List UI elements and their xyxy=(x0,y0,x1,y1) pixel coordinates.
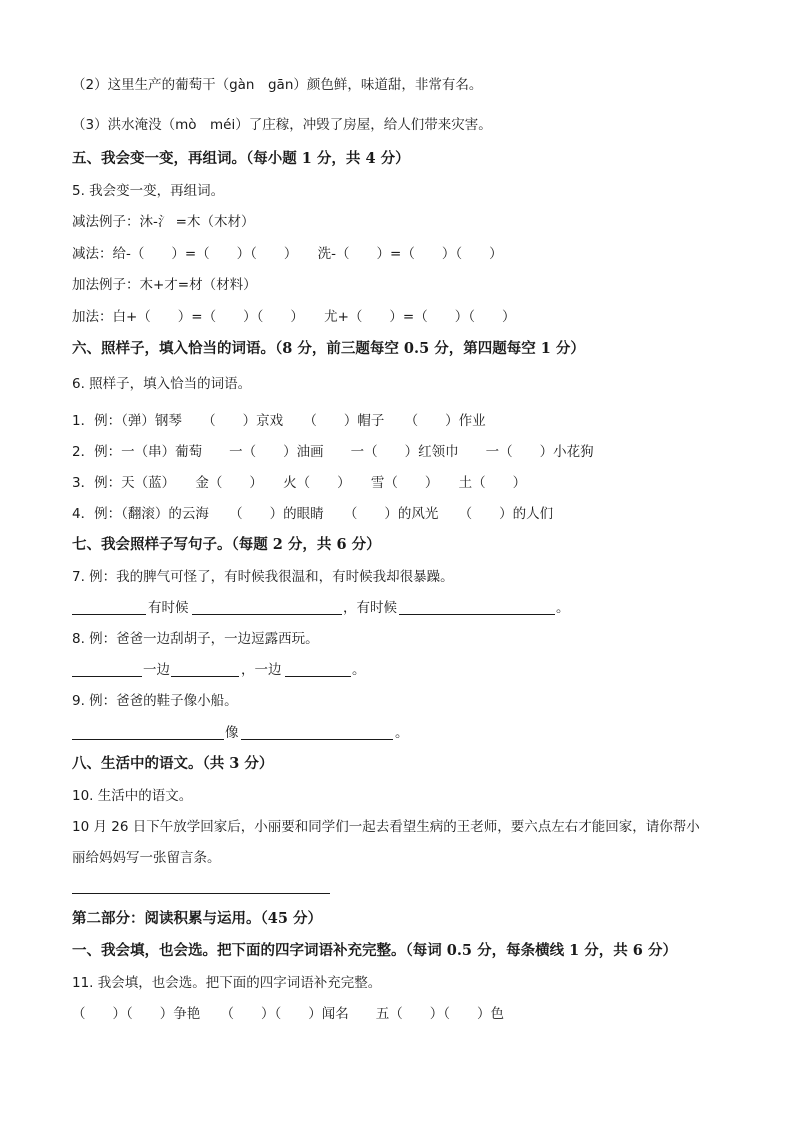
q10-answer-line[interactable] xyxy=(72,893,330,894)
q8-word-2: ，一边 xyxy=(241,662,282,678)
question-8-example: 8. 例：爸爸一边刮胡子，一边逗露西玩。 xyxy=(72,631,319,647)
q8-blank-1[interactable] xyxy=(72,676,142,677)
q7-word-2: ，有时候 xyxy=(343,600,397,616)
q9-blank-2[interactable] xyxy=(241,739,393,740)
part-2-heading: 第二部分：阅读积累与运用。（45 分） xyxy=(72,910,322,927)
q8-blank-2[interactable] xyxy=(171,676,239,677)
question-4-item-2: （2）这里生产的葡萄干（gàn gān）颜色鲜，味道甜，非常有名。 xyxy=(72,77,483,93)
section-8-heading: 八、生活中的语文。（共 3 分） xyxy=(72,755,274,772)
q8-blank-3[interactable] xyxy=(285,676,351,677)
section-5-heading: 五、我会变一变，再组词。（每小题 1 分，共 4 分） xyxy=(72,150,410,167)
section-6-heading: 六、照样子，填入恰当的词语。（8 分，前三题每空 0.5 分，第四题每空 1 分） xyxy=(72,340,585,357)
question-7-example: 7. 例：我的脾气可怪了，有时候我很温和，有时候我却很暴躁。 xyxy=(72,569,454,585)
question-6-row-3: 3．例：天（蓝） 金（ ） 火（ ） 雪（ ） 土（ ） xyxy=(72,475,527,491)
question-6-row-2: 2．例：一（串）葡萄 一（ ）油画 一（ ）红领巾 一（ ）小花狗 xyxy=(72,444,594,460)
question-6-row-1: 1．例：（弹）钢琴 （ ）京戏 （ ）帽子 （ ）作业 xyxy=(72,413,486,429)
q9-end: 。 xyxy=(395,725,409,741)
question-5-addition-example: 加法例子：木+才=材（材料） xyxy=(72,277,257,293)
question-5-addition-blanks: 加法：白+（ ）=（ ）（ ） 尤+（ ）=（ ）（ ） xyxy=(72,309,516,325)
question-10-prompt-line-2: 丽给妈妈写一张留言条。 xyxy=(72,850,221,866)
q7-blank-1[interactable] xyxy=(72,614,146,615)
q7-blank-3[interactable] xyxy=(399,614,555,615)
question-4-item-3: （3）洪水淹没（mò méi）了庄稼，冲毁了房屋，给人们带来灾害。 xyxy=(72,117,492,133)
q9-blank-1[interactable] xyxy=(72,739,224,740)
question-6-title: 6. 照样子，填入恰当的词语。 xyxy=(72,376,252,392)
question-5-subtraction-example: 减法例子：沐-氵 =木（木材） xyxy=(72,214,255,230)
q7-blank-2[interactable] xyxy=(192,614,342,615)
q7-word-1: 有时候 xyxy=(148,600,189,616)
q8-end: 。 xyxy=(352,662,366,678)
question-10-title: 10. 生活中的语文。 xyxy=(72,788,193,804)
q9-word-1: 像 xyxy=(225,725,239,741)
question-5-title: 5. 我会变一变，再组词。 xyxy=(72,183,225,199)
part-2-section-1-heading: 一、我会填，也会选。把下面的四字词语补充完整。（每词 0.5 分，每条横线 1 分，共 6 分） xyxy=(72,942,677,959)
question-9-example: 9. 例：爸爸的鞋子像小船。 xyxy=(72,693,238,709)
section-7-heading: 七、我会照样子写句子。（每题 2 分，共 6 分） xyxy=(72,536,381,553)
question-11-blanks: （ ）（ ）争艳 （ ）（ ）闻名 五（ ）（ ）色 xyxy=(72,1006,504,1022)
q7-end: 。 xyxy=(556,600,570,616)
question-6-row-4: 4．例：（翻滚）的云海 （ ）的眼睛 （ ）的风光 （ ）的人们 xyxy=(72,506,554,522)
question-11-title: 11. 我会填，也会选。把下面的四字词语补充完整。 xyxy=(72,975,382,991)
question-10-prompt-line-1: 10 月 26 日下午放学回家后，小丽要和同学们一起去看望生病的王老师，要六点左右才能回家，请你帮小 xyxy=(72,819,700,835)
question-5-subtraction-blanks: 减法：给-（ ）=（ ）（ ） 洗-（ ）=（ ）（ ） xyxy=(72,246,503,262)
q8-word-1: 一边 xyxy=(143,662,170,678)
